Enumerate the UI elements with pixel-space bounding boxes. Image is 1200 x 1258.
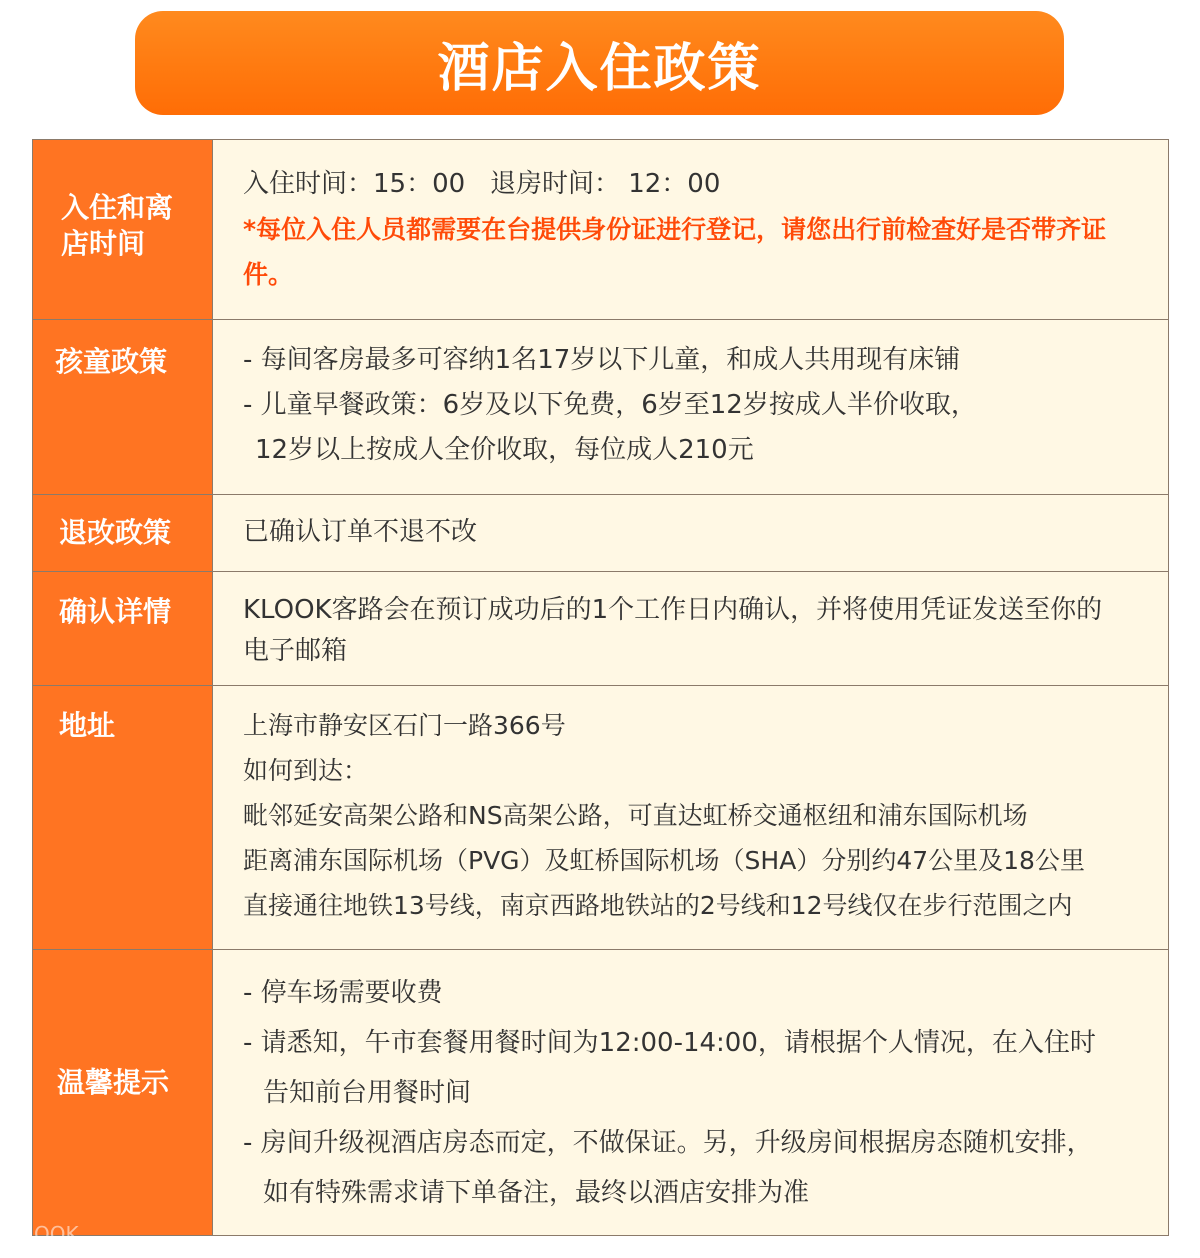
row-confirm: [33, 572, 1169, 686]
watermark-logo: OOK: [34, 1222, 79, 1246]
tips-line-5: 如有特殊需求请下单备注，最终以酒店安排为准: [263, 1178, 810, 1208]
title-banner: [135, 11, 1064, 115]
content-children: [213, 320, 1169, 495]
label-address-text: 地址: [59, 709, 116, 742]
tips-line-2: - 请悉知，午市套餐用餐时间为12:00-14:00，请根据个人情况，在入住时: [243, 1028, 1096, 1058]
label-confirm-text: 确认详情: [59, 595, 172, 628]
children-line-1: - 每间客房最多可容纳1名17岁以下儿童，和成人共用现有床铺: [243, 345, 961, 375]
label-checkin: [33, 140, 213, 320]
checkin-warning: *每位入住人员都需要在台提供身份证进行登记，请您出行前检查好是否带齐证件。: [243, 215, 1107, 289]
address-line-3: 毗邻延安高架公路和NS高架公路，可直达虹桥交通枢纽和浦东国际机场: [243, 801, 1028, 830]
refund-text: 已确认订单不退不改: [243, 517, 478, 547]
label-confirm: [33, 572, 213, 686]
tips-line-1: - 停车场需要收费: [243, 978, 443, 1008]
address-line-1: 上海市静安区石门一路366号: [243, 711, 566, 740]
row-tips: [33, 950, 1169, 1236]
label-children: [33, 320, 213, 495]
label-children-text: 孩童政策: [55, 345, 168, 378]
label-tips-text: 温馨提示: [57, 1065, 170, 1099]
page-title: 酒店入住政策: [437, 38, 762, 99]
children-line-2: - 儿童早餐政策：6岁及以下免费，6岁至12岁按成人半价收取，: [243, 390, 977, 420]
checkin-times: 入住时间：15：00 退房时间： 12：00: [243, 169, 721, 199]
address-line-5: 直接通往地铁13号线，南京西路地铁站的2号线和12号线仅在步行范围之内: [243, 891, 1073, 920]
label-checkin-text: 入住和离店时间: [61, 191, 174, 260]
label-address: [33, 686, 213, 950]
address-line-4: 距离浦东国际机场（PVG）及虹桥国际机场（SHA）分别约47公里及18公里: [243, 846, 1085, 875]
address-line-2: 如何到达：: [243, 756, 369, 785]
row-refund: [33, 495, 1169, 572]
content-confirm: [213, 572, 1169, 686]
tips-line-4: - 房间升级视酒店房态而定，不做保证。另，升级房间根据房态随机安排，: [243, 1128, 1093, 1158]
content-checkin: [213, 140, 1169, 320]
content-address: [213, 686, 1169, 950]
label-tips: [33, 950, 213, 1236]
row-children: [33, 320, 1169, 495]
children-line-3: 12岁以上按成人全价收取，每位成人210元: [255, 435, 754, 465]
label-refund-text: 退改政策: [59, 516, 172, 549]
content-refund: [213, 495, 1169, 572]
row-address: [33, 686, 1169, 950]
row-checkin: [33, 140, 1169, 320]
policy-table: [32, 139, 1169, 1236]
content-tips: [213, 950, 1169, 1236]
label-refund: [33, 495, 213, 572]
tips-line-3: 告知前台用餐时间: [263, 1078, 472, 1108]
confirm-text: KLOOK客路会在预订成功后的1个工作日内确认，并将使用凭证发送至你的电子邮箱: [243, 595, 1103, 666]
